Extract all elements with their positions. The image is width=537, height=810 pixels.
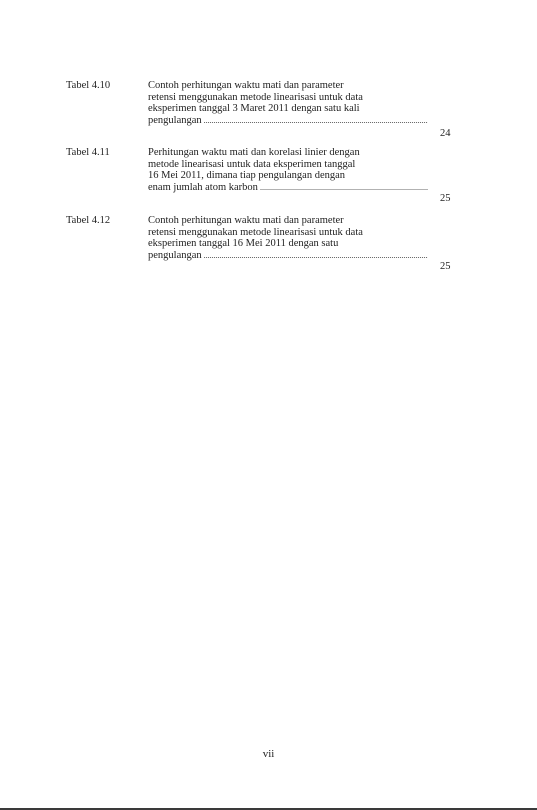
entry-line: metode linearisasi untuk data eksperimen tanggal <box>148 158 356 170</box>
entry-line: 16 Mei 2011, dimana tiap pengulangan dengan <box>148 170 346 181</box>
entry-line: pengulangan <box>148 249 202 261</box>
dot-leader <box>260 182 428 194</box>
entry-line: Contoh perhitungan waktu mati dan parameter <box>148 215 344 226</box>
entry-line: eksperimen tanggal 16 Mei 2011 dengan satu <box>148 238 339 249</box>
entry-line: Contoh perhitungan waktu mati dan parameter <box>148 80 344 91</box>
entry-last-line <box>148 115 430 127</box>
entry-description <box>148 80 450 126</box>
entry-line: eksperimen tanggal 3 Maret 2011 dengan satu kali <box>148 103 360 114</box>
dot-leader <box>204 115 428 127</box>
entry-page-number: 24 <box>440 128 451 139</box>
entry-line: pengulangan <box>148 114 202 126</box>
entry-label: Tabel 4.10 <box>66 80 111 91</box>
entry-line: enam jumlah atom karbon <box>148 181 258 193</box>
page-folio: vii <box>262 748 275 760</box>
entry-label: Tabel 4.11 <box>66 147 110 158</box>
dot-leader <box>204 250 428 262</box>
entry-description <box>148 215 450 261</box>
entry-description <box>148 147 450 193</box>
entry-line: retensi menggunakan metode linearisasi untuk data <box>148 91 363 103</box>
entry-line: retensi menggunakan metode linearisasi untuk data <box>148 226 363 238</box>
entry-last-line <box>148 250 430 262</box>
entry-page-number: 25 <box>440 193 451 204</box>
entry-page-number: 25 <box>440 261 451 272</box>
entry-label: Tabel 4.12 <box>66 215 111 226</box>
entry-line: Perhitungan waktu mati dan korelasi linier dengan <box>148 147 360 158</box>
entry-last-line <box>148 182 430 194</box>
